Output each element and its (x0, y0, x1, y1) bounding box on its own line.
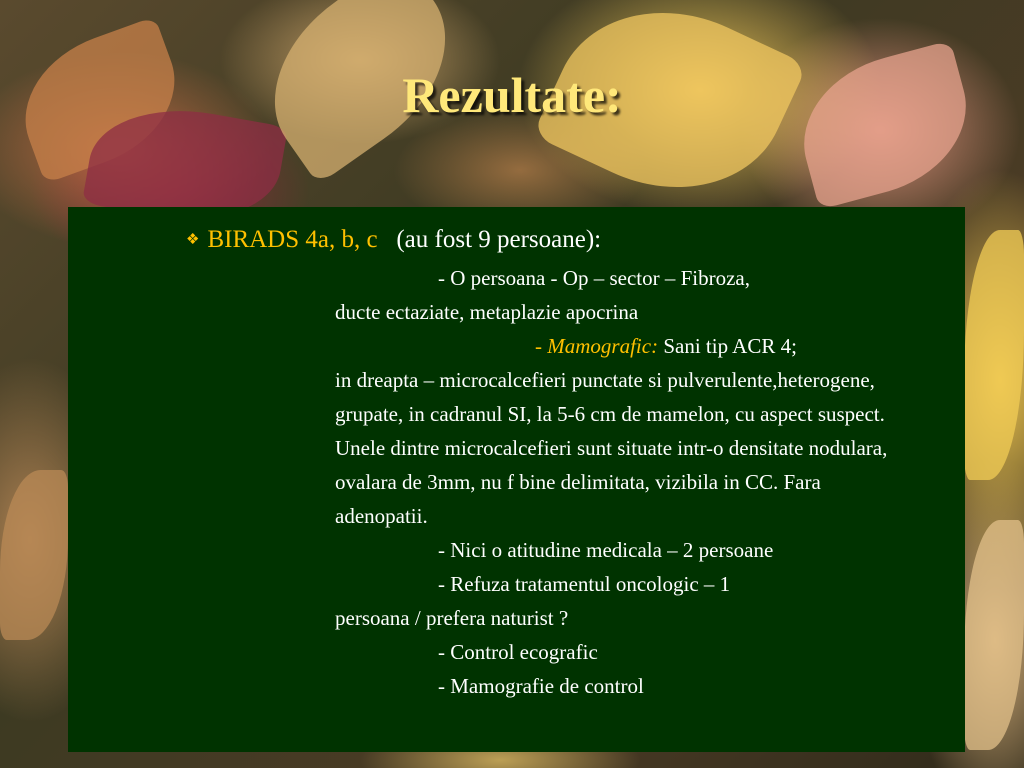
nici-line: - Nici o atitudine medicala – 2 persoane (438, 538, 774, 562)
mamografie-control-line: - Mamografie de control (438, 674, 644, 698)
mamografic-dash: - (535, 334, 548, 358)
bullet-note: (au fost 9 persoane): (396, 226, 602, 253)
mamografic-rest: Sani tip ACR 4; (658, 334, 797, 358)
leaf-decoration (0, 470, 68, 640)
refuza-line: - Refuza tratamentul oncologic – 1 (438, 572, 731, 596)
results-body (335, 261, 895, 703)
op-continuation: ducte ectaziate, metaplazie apocrina (335, 300, 639, 324)
op-line: - O persoana - Op – sector – Fibroza, (438, 266, 750, 290)
mamografic-label: Mamografic: (547, 334, 659, 358)
bullet-label: BIRADS 4a, b, c (207, 226, 378, 253)
diamond-bullet-icon: ❖ (186, 232, 200, 248)
mamografic-line (335, 329, 895, 363)
leaf-decoration (964, 230, 1024, 480)
bullet-heading (186, 226, 601, 254)
mamografic-description: in dreapta – microcalcefieri punctate si pulverulente,heterogene, grupate, in cadranul SI, la 5-6 cm de mamelon, cu aspect suspect. Unele dintre microcalcefieri sunt situate intr-o densitate nodulara, ovalara de 3mm, nu f bine delimitata, vizibila in CC. Fara adenopatii. (335, 368, 888, 528)
slide-title: Rezultate: (402, 67, 622, 123)
refuza-continuation: persoana / prefera naturist ? (335, 606, 569, 630)
leaf-decoration (964, 520, 1024, 750)
control-ecografic-line: - Control ecografic (438, 640, 598, 664)
